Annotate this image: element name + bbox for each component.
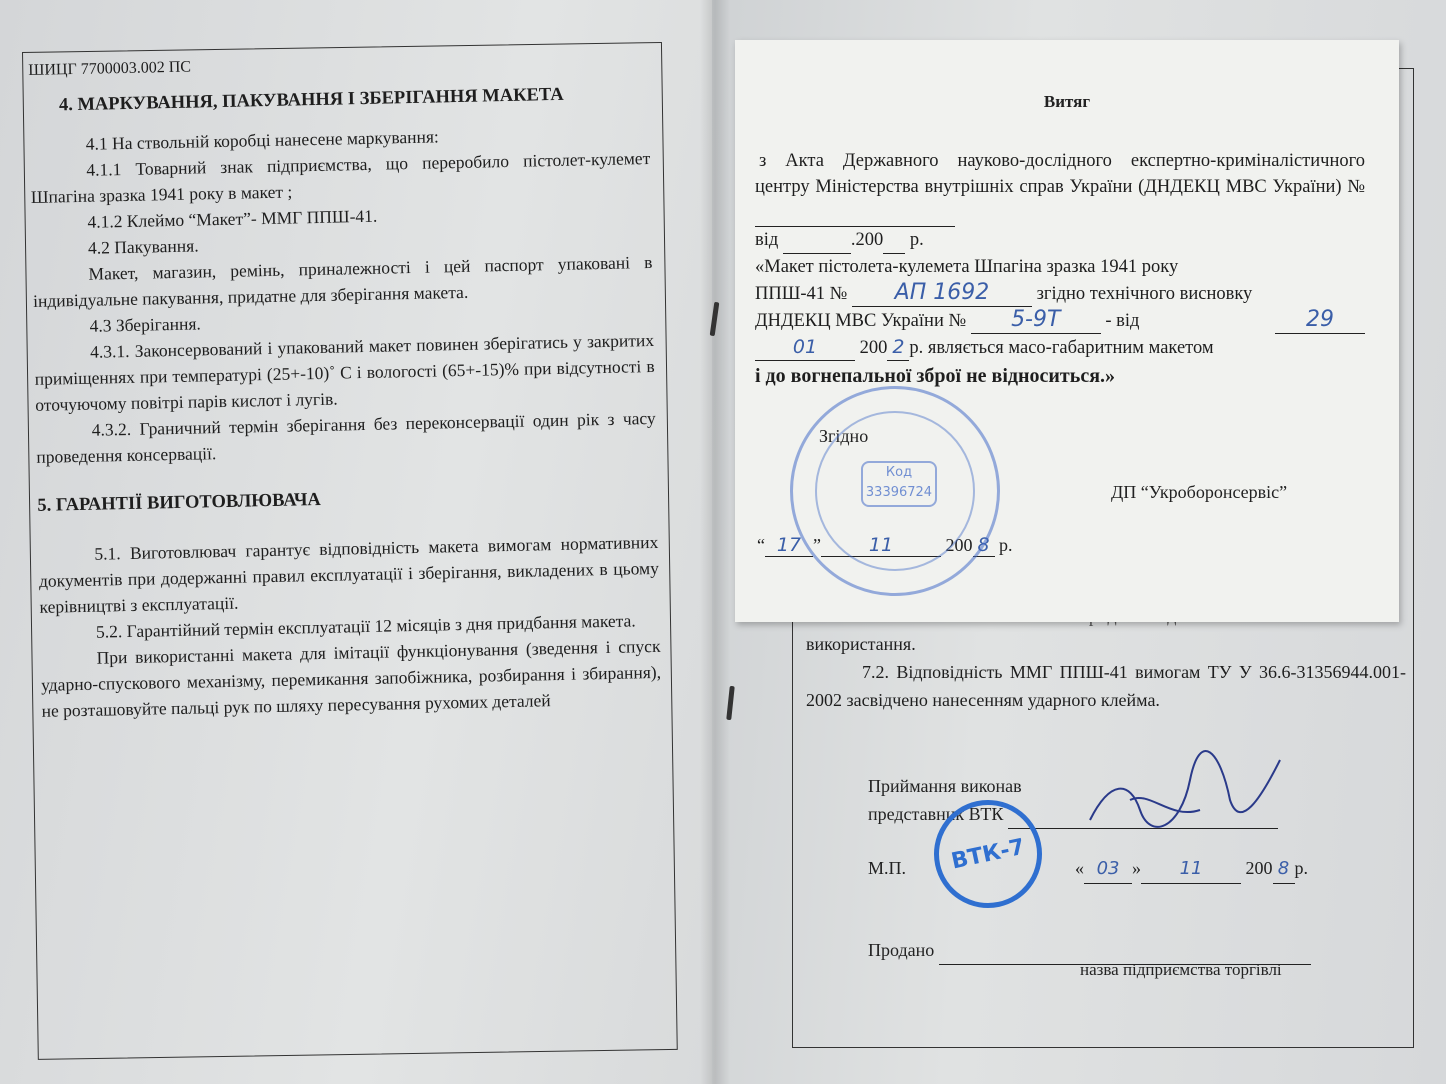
trade-caption: назва підприємства торгівлі — [1080, 960, 1282, 979]
insert-title: Витяг — [1043, 92, 1091, 111]
insert-date-month-handwritten: 11 — [821, 534, 941, 557]
from-label: від — [755, 230, 779, 250]
date-quote-open: « — [1075, 858, 1085, 878]
acceptance-label-2: представник ВТК — [868, 804, 1004, 824]
conclusion-year-prefix: 200 — [859, 338, 888, 358]
paragraph-4-1: 4.1 На ствольній коробці нанесене маркування: — [85, 126, 439, 154]
conclusion-from: - від — [1105, 311, 1140, 331]
insert-date-quote-open: “ — [757, 535, 765, 555]
sold-label: Продано — [868, 940, 935, 960]
paragraph-4-3: 4.3 Зберігання. — [89, 313, 201, 336]
official-round-seal — [790, 386, 1000, 596]
date-month-handwritten: 11 — [1141, 855, 1241, 884]
agreed-label: Згідно — [819, 426, 869, 446]
date-day-handwritten: 03 — [1084, 855, 1132, 884]
document-code: ШИЦГ 7700003.002 ПС — [28, 58, 192, 79]
section-5-title: 5. ГАРАНТІЇ ВИГОТОВЛЮВАЧА — [37, 489, 322, 516]
not-firearm-statement: і до вогнепальної зброї не відноситься.» — [755, 365, 1116, 387]
insert-paragraph: з Акта Державного науково-дослідного експертно-криміналістичного центру Міністерства внутрішніх справ України (ДНДЕКЦ МВС України) № — [755, 151, 1365, 197]
seal-code-value: 33396724 — [865, 485, 933, 500]
insert-date-day-handwritten: 17 — [765, 534, 813, 557]
seal-code-label: Код — [885, 465, 913, 480]
conclusion-text: р. являється масо-габаритним макетом — [909, 338, 1214, 358]
paragraph-4-3-1: 4.3.1. Законсервований і упакований макет повинен зберігатись у закритих приміщеннях при температурі (25+-10)˚ С і вологості (65+-15)% при відсутності в оточуючому повітрі парів кислот і лугів. — [34, 329, 655, 415]
date-year-handwritten: 8 — [1273, 855, 1295, 884]
paragraph-5-3: При використанні макета для імітації функціонування (зведення і спуск ударно-спускового механізму, перемикання запобіжника, розбирання і збирання), не розташовуйте пальці рук по шляху пересування рухомих деталей — [40, 635, 662, 721]
paragraph-5-1: 5.1. Виготовлювач гарантує відповідність макета вимогам нормативних документів при додержанні правил експлуатації і зберігання, викладених в цьому керівництві з експлуатації. — [38, 531, 660, 617]
serial-handwritten: АП 1692 — [852, 280, 1032, 307]
model-suffix: згідно технічного висновку — [1036, 284, 1253, 304]
year-blank — [883, 227, 905, 254]
insert-date-quote-close: ” — [813, 535, 821, 555]
date-quote-close: » — [1132, 858, 1142, 878]
conclusion-month-handwritten: 01 — [755, 334, 855, 361]
year-suffix: р. — [909, 230, 924, 250]
book-spine — [700, 0, 730, 1084]
date-year-prefix: 200 — [1245, 858, 1273, 878]
quote-line-1: «Макет пістолета-кулемета Шпагіна зразка 1941 року — [755, 257, 1179, 277]
section-4-title: 4. МАРКУВАННЯ, ПАКУВАННЯ І ЗБЕРІГАННЯ МАКЕТА — [58, 84, 564, 116]
paragraph-4-2-text: Макет, магазин, ремінь, приналежності і цей паспорт упаковані в індивідуальне пакування, придатне для зберігання макета. — [32, 251, 653, 311]
conclusion-number-handwritten: 5-9Т — [971, 307, 1101, 334]
paragraph-4-3-2: 4.3.2. Граничний термін зберігання без переконсервації один рік з часу проведення консервації. — [36, 407, 656, 467]
dndekc-prefix: ДНДЕКЦ МВС України № — [755, 311, 967, 331]
day-blank — [783, 227, 817, 254]
organization-name: ДП “Укроборонсервіс” — [1111, 482, 1288, 502]
conclusion-year-handwritten: 2 — [887, 334, 909, 361]
vtk-signature — [1070, 740, 1290, 850]
mp-label: М.П. — [868, 858, 907, 878]
right-top-line-2: використання. — [806, 634, 916, 654]
paragraph-5-2: 5.2. Гарантійний термін експлуатації 12 місяців з дня придбання макета. — [95, 610, 636, 642]
left-page-text — [28, 45, 662, 724]
paragraph-7-2: 7.2. Відповідність ММГ ППШ-41 вимогам ТУ У 36.6-31356944.001-2002 засвідчено нанесенням ударного клейма. — [806, 662, 1406, 710]
paragraph-4-2: 4.2 Пакування. — [87, 235, 199, 258]
seal-code-box — [861, 461, 937, 507]
year-prefix: .200 — [850, 230, 884, 250]
act-number-line — [755, 200, 955, 227]
insert-date-r: р. — [999, 535, 1013, 555]
conclusion-day-handwritten: 29 — [1275, 307, 1365, 334]
paragraph-4-1-2: 4.1.2 Клеймо “Макет”- ММГ ППШ-41. — [87, 205, 378, 232]
vtk-stamp: ВТК-7 — [924, 790, 1052, 918]
insert-date-year-prefix: 200 — [945, 535, 973, 555]
model-prefix: ППШ-41 № — [755, 284, 848, 304]
month-blank — [817, 227, 851, 254]
acceptance-label-1: Приймання виконав — [868, 776, 1022, 796]
paragraph-4-1-1: 4.1.1 Товарний знак підприємства, що переробило пістолет-кулемет Шпагіна зразка 1941 року в макет ; — [30, 147, 651, 207]
date-r: р. — [1294, 858, 1309, 878]
insert-date-year-handwritten: 8 — [973, 534, 995, 557]
